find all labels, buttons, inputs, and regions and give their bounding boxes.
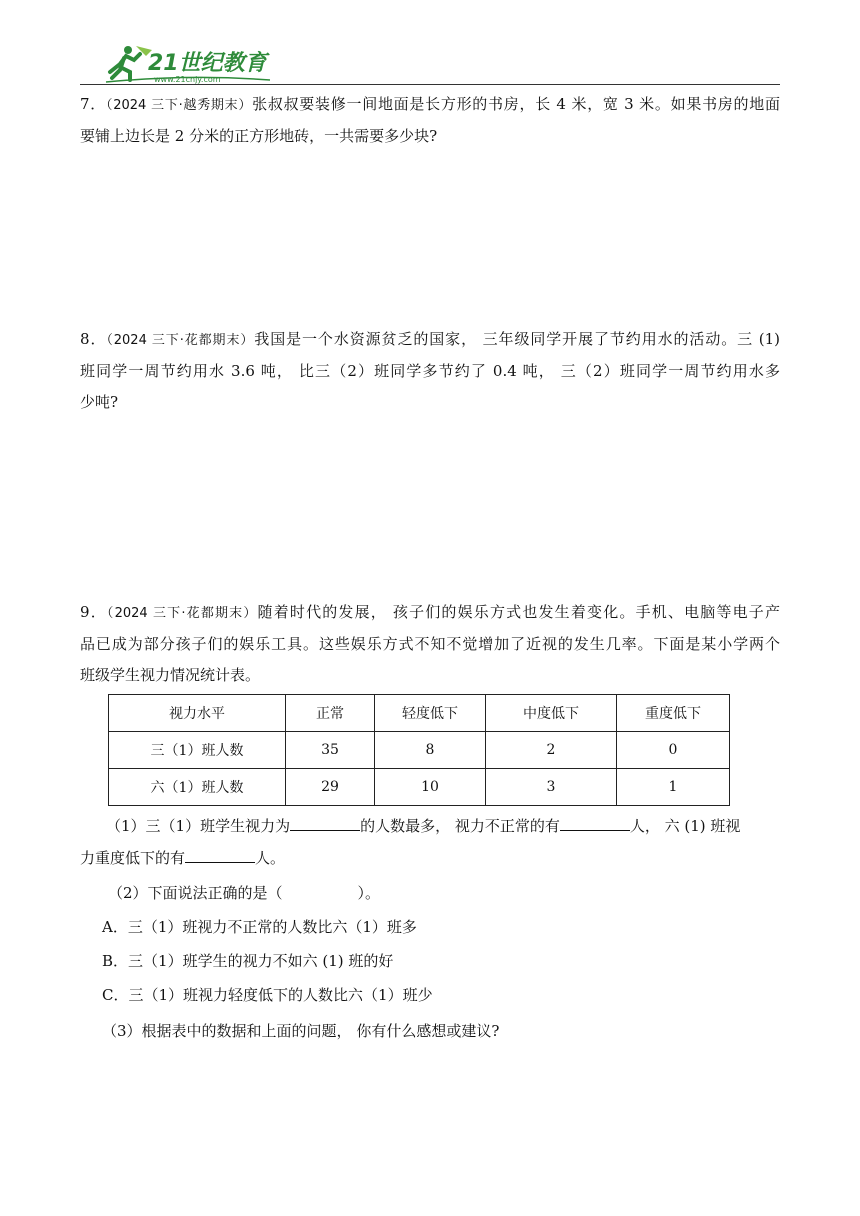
header-divider (80, 84, 780, 85)
table-cell: 29 (286, 769, 375, 806)
q9-option-a[interactable]: A．三（1）班视力不正常的人数比六（1）班多 (102, 918, 417, 936)
question-text: 人， 六 (1) 班视 (629, 817, 741, 835)
answer-blank[interactable] (560, 814, 630, 831)
logo-url: www.21cnjy.com (154, 75, 221, 84)
q8-line-2: 班同学一周节约用水 3.6 吨， 比三（2）班同学多节约了 0.4 吨， 三（2）班同学一周节约用水多 (80, 362, 780, 380)
vision-stats-table (108, 694, 730, 806)
table-cell: 8 (375, 732, 486, 769)
q9-option-c[interactable]: C．三（1）班视力轻度低下的人数比六（1）班少 (102, 986, 433, 1004)
table-header-cell: 中度低下 (486, 695, 617, 732)
question-text: 的人数最多， 视力不正常的有 (360, 817, 560, 835)
table-cell: 1 (617, 769, 730, 806)
q9-part-1-cont (80, 843, 780, 874)
q9-part-1 (80, 811, 780, 842)
question-number: 7． (80, 95, 106, 113)
answer-blank[interactable] (185, 846, 255, 863)
question-8 (80, 324, 780, 418)
question-text: 我国是一个水资源贫乏的国家， 三年级同学开展了节约用水的活动。三 (1) (254, 330, 780, 348)
table-cell: 六（1）班人数 (109, 769, 286, 806)
table-cell: 3 (486, 769, 617, 806)
question-7 (80, 89, 780, 152)
runner-icon (110, 46, 152, 80)
q8-line-3: 少吨? (80, 393, 119, 411)
question-text: （1）三（1）班学生视力为 (106, 817, 291, 835)
question-text: 力重度低下的有 (80, 849, 186, 867)
table-cell: 35 (286, 732, 375, 769)
table-header-cell: 重度低下 (617, 695, 730, 732)
table-row (109, 769, 730, 806)
table-row (109, 732, 730, 769)
question-text: 随着时代的发展， 孩子们的娱乐方式也发生着变化。手机、电脑等电子产 (257, 603, 780, 621)
question-text: 张叔叔要装修一间地面是长方形的书房，长 4 米，宽 3 米。如果书房的地面 (252, 95, 780, 113)
question-source: （2024 三下·花都期末） (106, 606, 258, 621)
q8-line-1 (80, 324, 780, 356)
question-number: 9． (80, 603, 107, 621)
table-header-cell: 轻度低下 (375, 695, 486, 732)
q7-line-1 (80, 89, 780, 121)
question-text: 人。 (255, 849, 286, 867)
q9-option-b[interactable]: B．三（1）班学生的视力不如六 (1) 班的好 (102, 952, 394, 970)
table-cell: 2 (486, 732, 617, 769)
q9-line-1 (80, 597, 780, 629)
table-header-cell: 视力水平 (109, 695, 286, 732)
q9-line-3: 班级学生视力情况统计表。 (80, 666, 261, 684)
table-header-row (109, 695, 730, 732)
table-cell: 10 (375, 769, 486, 806)
site-logo (100, 42, 280, 84)
table-header-cell: 正常 (286, 695, 375, 732)
logo-text: 21世纪教育 (148, 51, 267, 76)
question-source: （2024 三下·花都期末） (106, 333, 255, 348)
table-cell: 三（1）班人数 (109, 732, 286, 769)
q9-part-3: （3）根据表中的数据和上面的问题， 你有什么感想或建议? (102, 1022, 500, 1040)
table-cell: 0 (617, 732, 730, 769)
question-source: （2024 三下·越秀期末） (106, 98, 253, 113)
q9-line-2: 品已成为部分孩子们的娱乐工具。这些娱乐方式不知不觉增加了近视的发生几率。下面是某小学两个 (80, 635, 780, 653)
q9-part-2: （2）下面说法正确的是（ ）。 (108, 884, 381, 902)
question-number: 8． (80, 330, 107, 348)
question-9 (80, 597, 780, 691)
answer-blank[interactable] (290, 814, 360, 831)
q7-line-2: 要铺上边长是 2 分米的正方形地砖，一共需要多少块? (80, 127, 438, 145)
